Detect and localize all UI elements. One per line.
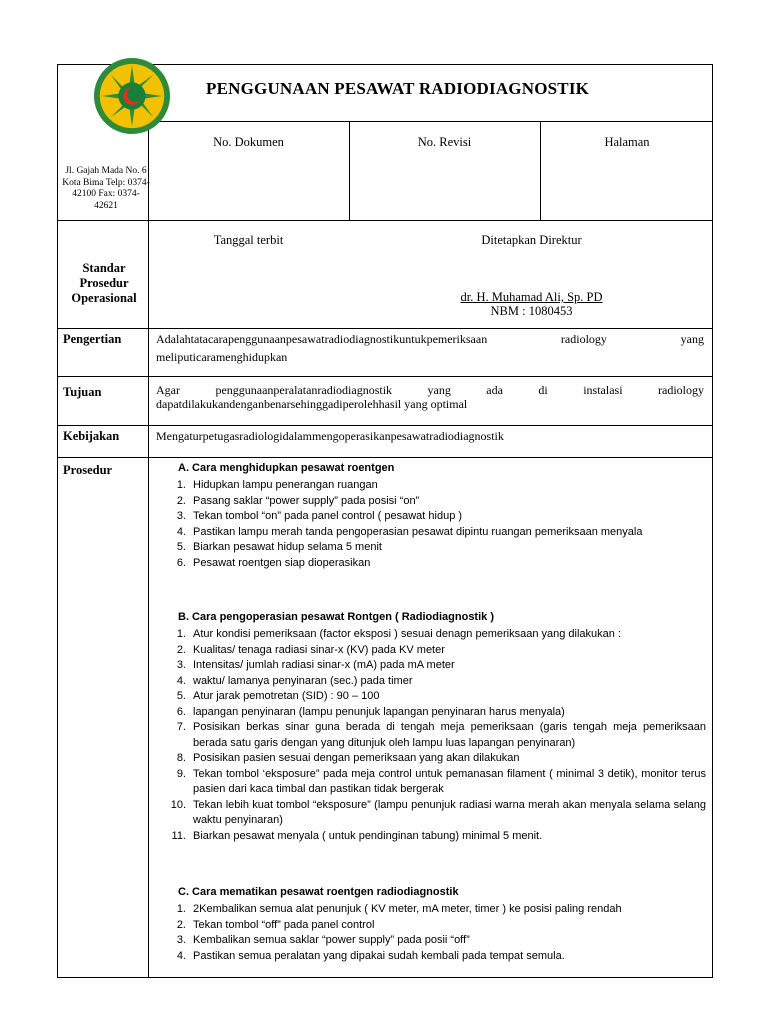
step-number: 2. xyxy=(176,918,186,931)
step-text: Tekan tombol ‘eksposure” pada meja control untuk pemanasan filament ( minimal 3 detik), monitor terus pasien dari kaca timbal dan pastikan tidak bergerak xyxy=(193,767,706,795)
sop-document xyxy=(57,64,713,978)
step-text: Kembalikan semua saklar “power supply” pada posii “off” xyxy=(193,934,470,946)
row-divider xyxy=(58,457,712,458)
section-a-title: A. Cara menghidupkan pesawat roentgen xyxy=(178,462,395,474)
row-divider xyxy=(58,376,712,377)
step-text: Pastikan semua peralatan yang dipakai sudah kembali pada tempat semula. xyxy=(193,949,565,962)
step-text: Atur kondisi pemeriksaan (factor eksposi ) sesuai denagn pemeriksaan yang dilakukan : xyxy=(193,628,622,640)
section-c-title: C. Cara mematikan pesawat roentgen radiodiagnostik xyxy=(178,886,459,898)
step-text: Biarkan pesawat menyala ( untuk pendinginan tabung) minimal 5 menit. xyxy=(193,829,543,842)
procedure-step xyxy=(156,525,706,541)
procedure-step xyxy=(156,798,706,829)
procedure-step xyxy=(156,556,706,572)
step-number: 5. xyxy=(176,541,186,553)
step-text: waktu/ lamanya penyinaran (sec.) pada timer xyxy=(193,674,413,687)
procedure-step xyxy=(156,689,706,705)
step-number: 2. xyxy=(176,494,186,507)
hospital-address: Jl. Gajah Mada No. 6 Kota Bima Telp: 0374-42100 Fax: 0374-42621 xyxy=(62,166,150,211)
step-number: 10. xyxy=(170,798,186,811)
procedure-step xyxy=(156,478,706,494)
ditetapkan-label: Ditetapkan Direktur xyxy=(481,233,582,247)
step-number: 4. xyxy=(176,674,186,687)
director-nbm: NBM : 1080453 xyxy=(490,304,573,318)
document-title: PENGGUNAAN PESAWAT RADIODIAGNOSTIK xyxy=(206,79,590,98)
procedure-step xyxy=(156,720,706,751)
step-text: Intensitas/ jumlah radiasi sinar-x (mA) pada mA meter xyxy=(193,659,455,671)
step-number: 7. xyxy=(176,721,186,733)
step-text: Tekan lebih kuat tombol “eksposure” (lampu penunjuk radiasi warna merah akan menyala selama selang waktu penyinaran) xyxy=(193,798,706,826)
step-text: Pastikan lampu merah tanda pengoperasian pesawat dipintu ruangan pemeriksaan menyala xyxy=(193,525,643,538)
step-number: 8. xyxy=(176,752,186,764)
halaman-label: Halaman xyxy=(604,135,650,149)
tujuan-label: Tujuan xyxy=(63,385,102,399)
tanggal-terbit-label: Tanggal terbit xyxy=(213,233,284,247)
step-number: 4. xyxy=(176,525,186,538)
kebijakan-label: Kebijakan xyxy=(63,429,120,443)
section-c-list xyxy=(156,902,706,964)
step-text: Atur jarak pemotretan (SID) : 90 – 100 xyxy=(193,690,380,702)
step-text: Kualitas/ tenaga radiasi sinar-x (KV) pada KV meter xyxy=(193,643,445,656)
procedure-step xyxy=(156,949,706,965)
procedure-step xyxy=(156,658,706,674)
procedure-step xyxy=(156,829,706,845)
step-text: Posisikan berkas sinar guna berada di tengah meja pemeriksaan (garis tengah meja pemeriksaan berada satu garis dengan yang ditunjuk oleh lampu luas lapangan penyinaran) xyxy=(193,721,706,749)
step-text: Tekan tombol “on” pada panel control ( pesawat hidup ) xyxy=(193,510,463,522)
section-a-list xyxy=(156,478,706,571)
step-number: 3. xyxy=(176,934,186,946)
step-number: 6. xyxy=(176,705,186,718)
step-number: 3. xyxy=(176,659,186,671)
step-number: 1. xyxy=(176,903,186,915)
row-divider xyxy=(58,328,712,329)
step-text: Tekan tombol “off” pada panel control xyxy=(193,918,375,931)
pengertian-label: Pengertian xyxy=(63,332,122,346)
step-text: lapangan penyinaran (lampu penunjuk lapangan penyinaran harus menyala) xyxy=(193,705,565,718)
prosedur-label: Prosedur xyxy=(63,463,113,477)
procedure-step xyxy=(156,933,706,949)
procedure-step xyxy=(156,705,706,721)
procedure-step xyxy=(156,918,706,934)
step-number: 9. xyxy=(176,767,186,780)
kebijakan-text: Mengaturpetugasradiologidalammengoperasikanpesawatradiodiagnostik xyxy=(156,429,504,443)
step-text: Pesawat roentgen siap dioperasikan xyxy=(193,556,371,569)
step-number: 1. xyxy=(176,479,186,491)
no-dokumen-label: No. Dokumen xyxy=(213,135,284,149)
step-text: 2Kembalikan semua alat penunjuk ( KV meter, mA meter, timer ) ke posisi paling rendah xyxy=(193,903,622,915)
step-number: 11. xyxy=(171,829,186,842)
procedure-step xyxy=(156,627,706,643)
step-text: Pasang saklar “power supply” pada posisi “on” xyxy=(193,494,420,507)
procedure-step xyxy=(156,902,706,918)
pengertian-text-line1: Adalahtatacarapenggunaanpesawatradiodiagnostikuntukpemeriksaan radiology yang xyxy=(156,332,704,346)
procedure-step xyxy=(156,751,706,767)
column-divider xyxy=(148,121,149,977)
procedure-step xyxy=(156,643,706,659)
pengertian-text-line2: meliputicaramenghidupkan xyxy=(156,350,288,364)
procedure-step xyxy=(156,674,706,690)
step-text: Hidupkan lampu penerangan ruangan xyxy=(193,479,378,491)
procedure-step xyxy=(156,767,706,798)
step-number: 4. xyxy=(176,949,186,962)
tujuan-text-line1: Agar penggunaanperalatanradiodiagnostik yang ada di instalasi radiology xyxy=(156,383,704,397)
step-number: 5. xyxy=(176,690,186,702)
no-revisi-label: No. Revisi xyxy=(417,135,472,149)
row-divider xyxy=(148,121,712,122)
procedure-step xyxy=(156,509,706,525)
crescent-sun-emblem-icon xyxy=(93,57,171,135)
procedure-step xyxy=(156,494,706,510)
section-b-list xyxy=(156,627,706,844)
step-number: 3. xyxy=(176,510,186,522)
step-number: 6. xyxy=(176,556,186,569)
section-b-title: B. Cara pengoperasian pesawat Rontgen ( Radiodiagnostik ) xyxy=(178,611,494,623)
row-divider xyxy=(58,425,712,426)
step-number: 1. xyxy=(176,628,186,640)
sop-label: Standar Prosedur Operasional xyxy=(71,261,137,305)
step-text: Posisikan pasien sesuai dengan pemeriksaan yang akan dilakukan xyxy=(193,752,520,764)
row-divider xyxy=(58,220,712,221)
step-text: Biarkan pesawat hidup selama 5 menit xyxy=(193,541,382,553)
tujuan-text-line2: dapatdilakukandenganbenarsehinggadiperolehhasil yang optimal xyxy=(156,397,468,411)
step-number: 2. xyxy=(176,643,186,656)
director-name: dr. H. Muhamad Ali, Sp. PD xyxy=(460,290,603,304)
procedure-step xyxy=(156,540,706,556)
